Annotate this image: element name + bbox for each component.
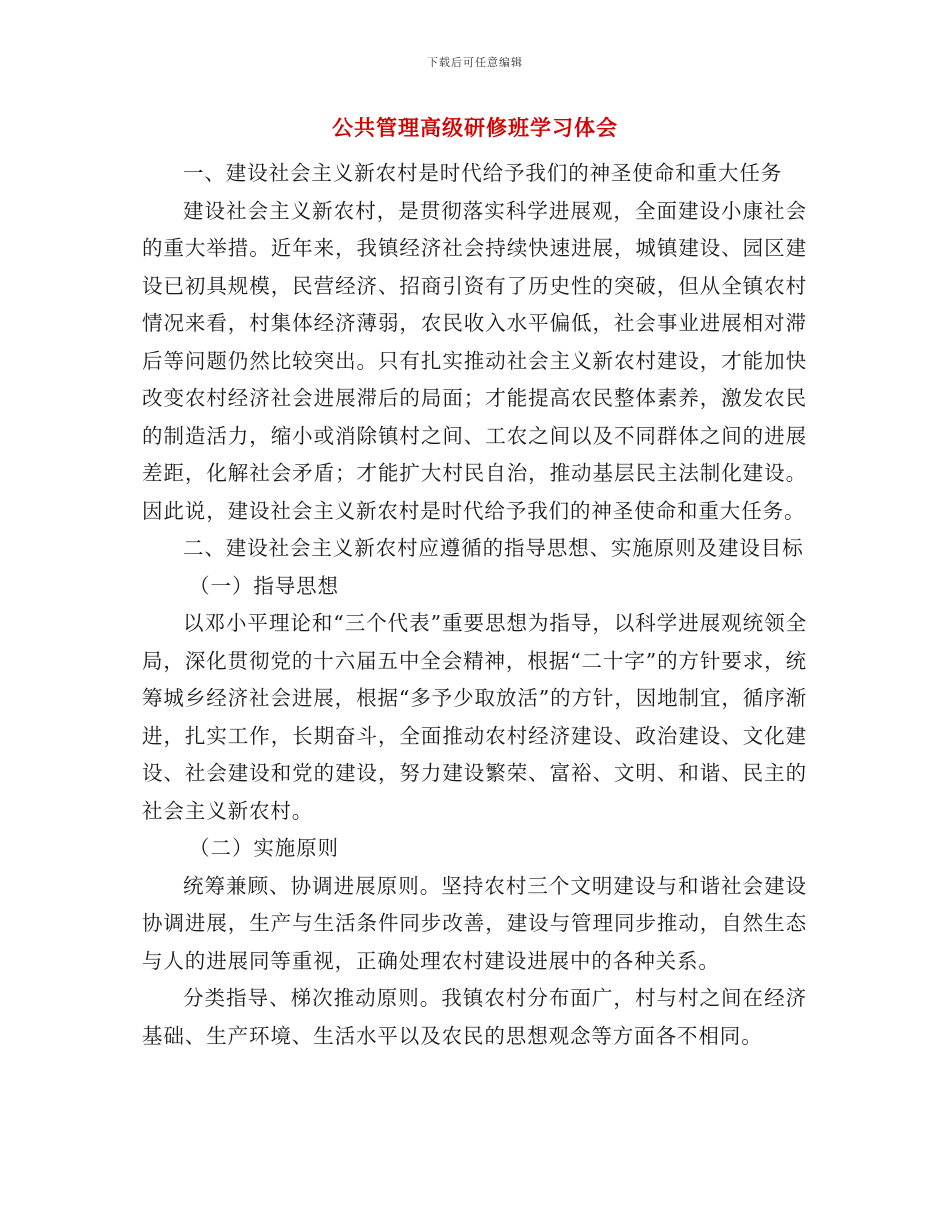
document-body <box>142 155 807 1055</box>
subsection-heading-guiding-ideology: （一）指导思想 <box>189 573 339 598</box>
body-paragraph: 以邓小平理论和“三个代表”重要思想为指导，以科学进展观统领全局，深化贯彻党的十六届五中全会精神，根据“二十字”的方针要求，统筹城乡经济社会进展，根据“多予少取放活”的方针，因地制宜，循序渐进，扎实工作，长期奋斗，全面推动农村经济建设、政治建设、文化建设、社会建设和党的建设，努力建设繁荣、富裕、文明、和谐、民主的社会主义新农村。 <box>142 611 807 823</box>
subsection-heading-principles: （二）实施原则 <box>189 836 339 860</box>
section-heading-2: 二、建设社会主义新农村应遵循的指导思想、实施原则及建设目标 <box>183 536 804 560</box>
body-paragraph: 分类指导、梯次推动原则。我镇农村分布面广，村与村之间在经济基础、生产环境、生活水平以及农民的思想观念等方面各不相同。 <box>142 986 807 1048</box>
section-heading-1: 一、建设社会主义新农村是时代给予我们的神圣使命和重大任务 <box>183 161 783 185</box>
body-paragraph: 建设社会主义新农村，是贯彻落实科学进展观，全面建设小康社会的重大举措。近年来，我镇经济社会持续快速进展，城镇建设、园区建设已初具规模，民营经济、招商引资有了历史性的突破，但从全镇农村情况来看，村集体经济薄弱，农民收入水平偏低，社会事业进展相对滞后等问题仍然比较突出。只有扎实推动社会主义新农村建设，才能加快改变农村经济社会进展滞后的局面；才能提高农民整体素养，激发农民的制造活力，缩小或消除镇村之间、工农之间以及不同群体之间的进展差距，化解社会矛盾；才能扩大村民自治，推动基层民主法制化建设。因此说，建设社会主义新农村是时代给予我们的神圣使命和重大任务。 <box>142 198 807 523</box>
document-title: 公共管理高级研修班学习体会 <box>332 116 618 140</box>
body-paragraph: 统筹兼顾、协调进展原则。坚持农村三个文明建设与和谐社会建设协调进展，生产与生活条件同步改善，建设与管理同步推动，自然生态与人的进展同等重视，正确处理农村建设进展中的各种关系。 <box>142 873 807 973</box>
header-note: 下载后可任意编辑 <box>427 56 523 69</box>
